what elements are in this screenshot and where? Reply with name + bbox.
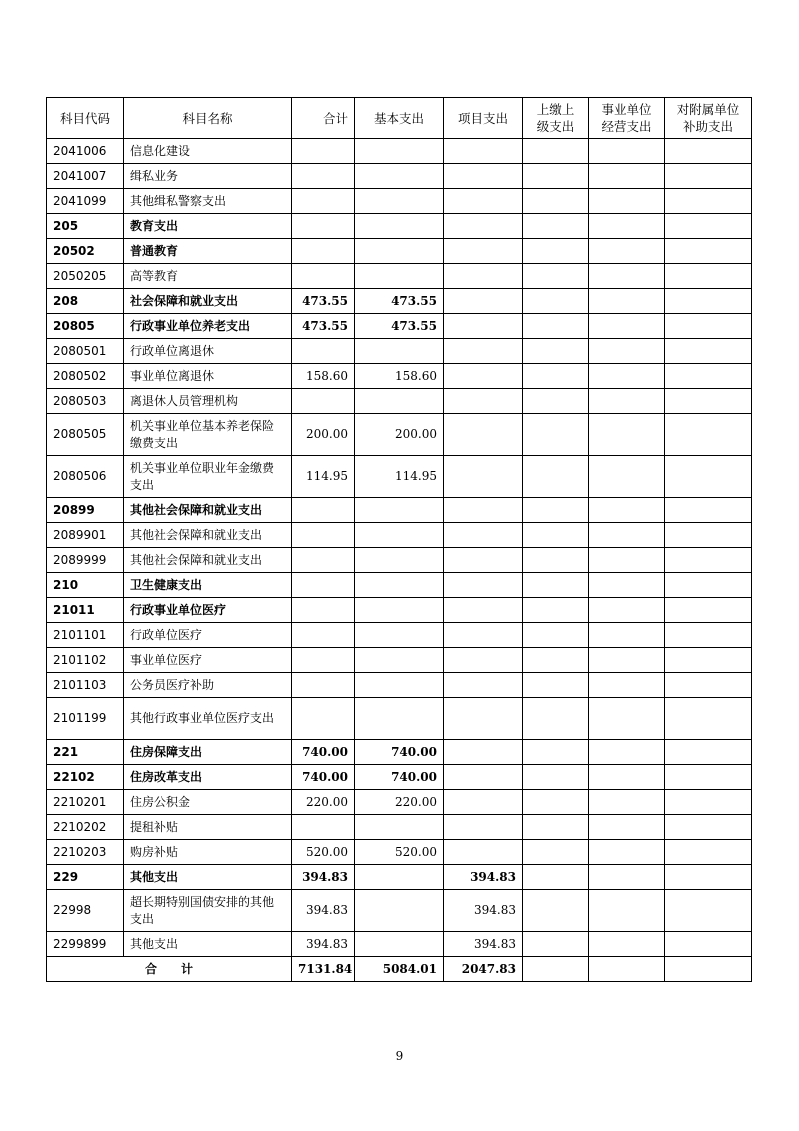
basic-cell: 740.00 [355,740,444,765]
total-cell: 520.00 [292,840,355,865]
code-cell: 2050205 [47,264,124,289]
business-expense-cell [589,765,665,790]
header-basic: 基本支出 [355,98,444,139]
project-cell [444,164,523,189]
header-total: 合计 [292,98,355,139]
basic-cell [355,498,444,523]
name-cell: 其他社会保障和就业支出 [124,523,292,548]
subsidiary-subsidy-cell [665,765,752,790]
subsidiary-subsidy-cell [665,548,752,573]
total-cell [292,673,355,698]
table-row [47,164,752,189]
name-cell: 缉私业务 [124,164,292,189]
name-cell: 教育支出 [124,214,292,239]
total-cell: 473.55 [292,314,355,339]
subsidiary-subsidy-cell [665,523,752,548]
upper-payment-cell [523,289,589,314]
code-cell: 229 [47,865,124,890]
business-expense-cell [589,548,665,573]
upper-payment-cell [523,673,589,698]
table-row [47,456,752,498]
project-cell [444,623,523,648]
table-row [47,623,752,648]
project-cell: 394.83 [444,932,523,957]
basic-cell [355,523,444,548]
code-cell: 2080502 [47,364,124,389]
subsidiary-subsidy-cell [665,164,752,189]
name-cell: 其他行政事业单位医疗支出 [124,698,292,740]
code-cell: 21011 [47,598,124,623]
code-cell: 20805 [47,314,124,339]
upper-payment-cell [523,264,589,289]
upper-payment-cell [523,598,589,623]
total-cell [292,623,355,648]
subsidiary-subsidy-cell [665,890,752,932]
name-cell: 事业单位离退休 [124,364,292,389]
name-cell: 机关事业单位职业年金缴费支出 [124,456,292,498]
upper-payment-cell [523,189,589,214]
table-row [47,598,752,623]
basic-cell: 200.00 [355,414,444,456]
subsidiary-subsidy-cell [665,623,752,648]
business-expense-cell [589,840,665,865]
basic-cell [355,164,444,189]
name-cell: 提租补贴 [124,815,292,840]
business-expense-cell [589,573,665,598]
project-cell [444,289,523,314]
basic-cell [355,865,444,890]
code-cell: 2080503 [47,389,124,414]
business-expense-cell [589,790,665,815]
business-expense-cell [589,865,665,890]
business-expense-cell [589,364,665,389]
code-cell: 2080505 [47,414,124,456]
subsidiary-subsidy-cell [665,698,752,740]
basic-cell [355,214,444,239]
total-cell [292,189,355,214]
name-cell: 事业单位医疗 [124,648,292,673]
subsidiary-subsidy-cell [665,364,752,389]
upper-payment-cell [523,623,589,648]
name-cell: 离退休人员管理机构 [124,389,292,414]
project-cell [444,673,523,698]
business-expense-cell [589,890,665,932]
subsidiary-subsidy-cell [665,456,752,498]
business-expense-cell [589,648,665,673]
subsidiary-subsidy-cell [665,239,752,264]
header-upper-payment: 上缴上 级支出 [523,98,589,139]
total-cell: 200.00 [292,414,355,456]
project-cell [444,339,523,364]
business-expense-cell [589,598,665,623]
upper-payment-cell [523,139,589,164]
upper-payment-cell [523,648,589,673]
project-cell [444,314,523,339]
basic-cell [355,239,444,264]
header-business-expense: 事业单位 经营支出 [589,98,665,139]
name-cell: 其他社会保障和就业支出 [124,498,292,523]
project-cell [444,698,523,740]
business-expense-cell [589,673,665,698]
code-cell: 2210203 [47,840,124,865]
table-row [47,339,752,364]
total-cell: 394.83 [292,865,355,890]
project-cell [444,740,523,765]
table-row [47,214,752,239]
name-cell: 住房改革支出 [124,765,292,790]
header-code: 科目代码 [47,98,124,139]
subsidiary-subsidy-cell [665,264,752,289]
project-cell [444,548,523,573]
upper-payment-cell [523,932,589,957]
table-row [47,498,752,523]
code-cell: 2210202 [47,815,124,840]
project-cell: 394.83 [444,890,523,932]
project-cell [444,414,523,456]
total-cell [292,339,355,364]
upper-payment-cell [523,815,589,840]
code-cell: 205 [47,214,124,239]
header-name: 科目名称 [124,98,292,139]
business-expense-cell [589,314,665,339]
upper-payment-cell [523,890,589,932]
name-cell: 住房保障支出 [124,740,292,765]
name-cell: 行政事业单位医疗 [124,598,292,623]
business-expense-cell [589,623,665,648]
basic-cell [355,890,444,932]
code-cell: 208 [47,289,124,314]
header-subsidiary-subsidy: 对附属单位 补助支出 [665,98,752,139]
total-cell [292,523,355,548]
total-cell: 394.83 [292,932,355,957]
table-row [47,698,752,740]
subsidiary-subsidy-cell [665,339,752,364]
total-cell: 740.00 [292,765,355,790]
basic-cell [355,598,444,623]
total-cell: 740.00 [292,740,355,765]
name-cell: 其他社会保障和就业支出 [124,548,292,573]
upper-payment-cell [523,214,589,239]
table-row [47,239,752,264]
business-expense-cell [589,815,665,840]
subsidiary-subsidy-cell [665,289,752,314]
name-cell: 行政事业单位养老支出 [124,314,292,339]
subsidiary-subsidy-cell [665,673,752,698]
name-cell: 行政单位医疗 [124,623,292,648]
upper-payment-cell [523,740,589,765]
name-cell: 行政单位离退休 [124,339,292,364]
total-cell: 473.55 [292,289,355,314]
project-cell [444,790,523,815]
total-cell [292,139,355,164]
subsidiary-subsidy-cell [665,865,752,890]
code-cell: 2210201 [47,790,124,815]
code-cell: 2041099 [47,189,124,214]
project-cell [444,765,523,790]
total-cell [292,548,355,573]
upper-payment-cell [523,364,589,389]
subsidiary-subsidy-sum-cell [665,957,752,982]
business-expense-cell [589,523,665,548]
upper-payment-cell [523,339,589,364]
total-row [47,957,752,982]
upper-payment-cell [523,548,589,573]
total-cell [292,698,355,740]
name-cell: 其他支出 [124,932,292,957]
upper-payment-cell [523,523,589,548]
project-cell [444,840,523,865]
upper-payment-sum-cell [523,957,589,982]
basic-cell [355,932,444,957]
header-project: 项目支出 [444,98,523,139]
table-row [47,673,752,698]
basic-cell: 740.00 [355,765,444,790]
business-expense-cell [589,498,665,523]
project-cell [444,364,523,389]
basic-cell [355,548,444,573]
subsidiary-subsidy-cell [665,214,752,239]
table-body [47,139,752,982]
table-row [47,414,752,456]
subsidiary-subsidy-cell [665,648,752,673]
basic-cell: 114.95 [355,456,444,498]
business-expense-cell [589,214,665,239]
total-cell [292,264,355,289]
project-cell: 394.83 [444,865,523,890]
business-expense-cell [589,164,665,189]
total-cell: 114.95 [292,456,355,498]
business-expense-cell [589,239,665,264]
code-cell: 2089999 [47,548,124,573]
page-number: 9 [395,1049,404,1063]
name-cell: 普通教育 [124,239,292,264]
basic-cell [355,815,444,840]
table-row [47,765,752,790]
project-cell [444,189,523,214]
subsidiary-subsidy-cell [665,314,752,339]
basic-cell [355,623,444,648]
subsidiary-subsidy-cell [665,790,752,815]
project-cell [444,598,523,623]
total-cell [292,164,355,189]
project-cell [444,815,523,840]
table-row [47,815,752,840]
code-cell: 2080506 [47,456,124,498]
table-row [47,189,752,214]
table-row [47,648,752,673]
total-cell [292,239,355,264]
code-cell: 20899 [47,498,124,523]
project-cell [444,573,523,598]
table-row [47,364,752,389]
upper-payment-cell [523,414,589,456]
subsidiary-subsidy-cell [665,932,752,957]
project-cell [444,214,523,239]
total-label: 合 计 [47,957,292,982]
code-cell: 20502 [47,239,124,264]
subsidiary-subsidy-cell [665,389,752,414]
subsidiary-subsidy-cell [665,815,752,840]
table-row [47,139,752,164]
project-cell [444,239,523,264]
table-row [47,840,752,865]
table-row [47,389,752,414]
code-cell: 2089901 [47,523,124,548]
code-cell: 22998 [47,890,124,932]
total-cell: 220.00 [292,790,355,815]
code-cell: 2101103 [47,673,124,698]
total-cell: 394.83 [292,890,355,932]
upper-payment-cell [523,573,589,598]
table-row [47,740,752,765]
name-cell: 机关事业单位基本养老保险缴费支出 [124,414,292,456]
upper-payment-cell [523,790,589,815]
code-cell: 2080501 [47,339,124,364]
table-row [47,890,752,932]
name-cell: 信息化建设 [124,139,292,164]
code-cell: 2299899 [47,932,124,957]
basic-cell [355,573,444,598]
total-cell [292,815,355,840]
business-expense-cell [589,456,665,498]
name-cell: 卫生健康支出 [124,573,292,598]
subsidiary-subsidy-cell [665,598,752,623]
basic-cell [355,264,444,289]
table-row [47,289,752,314]
upper-payment-cell [523,865,589,890]
basic-cell: 473.55 [355,314,444,339]
total-cell [292,389,355,414]
table-row [47,573,752,598]
business-expense-cell [589,339,665,364]
code-cell: 2041006 [47,139,124,164]
business-expense-cell [589,740,665,765]
business-expense-cell [589,414,665,456]
total-cell [292,214,355,239]
project-cell [444,648,523,673]
code-cell: 2101102 [47,648,124,673]
name-cell: 其他缉私警察支出 [124,189,292,214]
table-row [47,523,752,548]
total-cell [292,598,355,623]
subsidiary-subsidy-cell [665,189,752,214]
basic-cell [355,139,444,164]
business-expense-cell [589,264,665,289]
table-row [47,548,752,573]
name-cell: 社会保障和就业支出 [124,289,292,314]
business-expense-cell [589,698,665,740]
basic-cell [355,648,444,673]
basic-cell [355,389,444,414]
subsidiary-subsidy-cell [665,573,752,598]
basic-cell [355,339,444,364]
basic-sum-cell: 5084.01 [355,957,444,982]
name-cell: 住房公积金 [124,790,292,815]
upper-payment-cell [523,239,589,264]
upper-payment-cell [523,314,589,339]
business-expense-sum-cell [589,957,665,982]
basic-cell [355,698,444,740]
code-cell: 2041007 [47,164,124,189]
upper-payment-cell [523,698,589,740]
table-row [47,865,752,890]
total-cell [292,648,355,673]
name-cell: 超长期特别国债安排的其他支出 [124,890,292,932]
upper-payment-cell [523,765,589,790]
project-cell [444,389,523,414]
upper-payment-cell [523,840,589,865]
project-cell [444,456,523,498]
subsidiary-subsidy-cell [665,840,752,865]
upper-payment-cell [523,456,589,498]
basic-cell [355,189,444,214]
table-row [47,264,752,289]
table-row [47,314,752,339]
name-cell: 其他支出 [124,865,292,890]
business-expense-cell [589,189,665,214]
basic-cell: 158.60 [355,364,444,389]
name-cell: 高等教育 [124,264,292,289]
upper-payment-cell [523,498,589,523]
code-cell: 2101101 [47,623,124,648]
code-cell: 210 [47,573,124,598]
code-cell: 221 [47,740,124,765]
basic-cell: 473.55 [355,289,444,314]
table-row [47,932,752,957]
project-cell [444,523,523,548]
business-expense-cell [589,289,665,314]
project-cell [444,498,523,523]
basic-cell: 220.00 [355,790,444,815]
code-cell: 2101199 [47,698,124,740]
name-cell: 购房补贴 [124,840,292,865]
project-cell [444,264,523,289]
business-expense-cell [589,932,665,957]
subsidiary-subsidy-cell [665,498,752,523]
name-cell: 公务员医疗补助 [124,673,292,698]
upper-payment-cell [523,389,589,414]
subsidiary-subsidy-cell [665,740,752,765]
basic-cell [355,673,444,698]
total-cell: 158.60 [292,364,355,389]
project-sum-cell: 2047.83 [444,957,523,982]
code-cell: 22102 [47,765,124,790]
total-sum-cell: 7131.84 [292,957,355,982]
basic-cell: 520.00 [355,840,444,865]
business-expense-cell [589,139,665,164]
total-cell [292,573,355,598]
business-expense-cell [589,389,665,414]
subsidiary-subsidy-cell [665,139,752,164]
upper-payment-cell [523,164,589,189]
table-header-row [47,98,752,139]
project-cell [444,139,523,164]
table-row [47,790,752,815]
total-cell [292,498,355,523]
subsidiary-subsidy-cell [665,414,752,456]
budget-table [46,97,752,982]
